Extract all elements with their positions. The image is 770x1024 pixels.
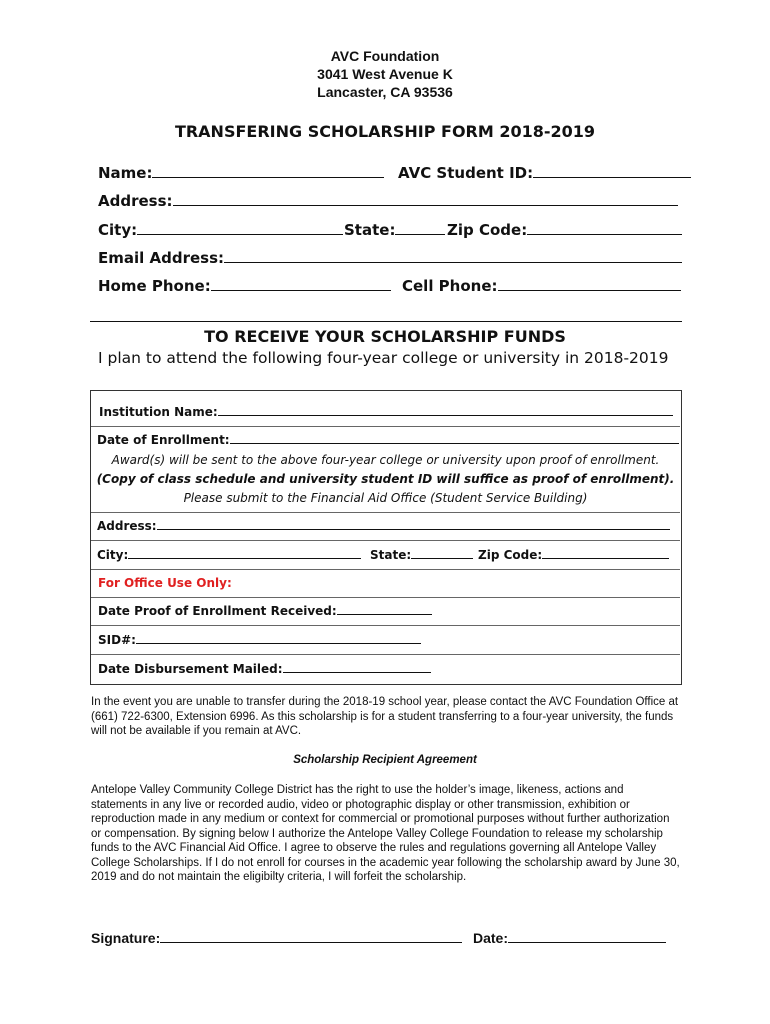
cell-phone-line [498, 277, 681, 291]
box-divider [91, 654, 680, 655]
institution-address-field[interactable] [97, 518, 670, 533]
state-label: State: [344, 221, 396, 239]
proof-note: (Copy of class schedule and university student ID will suffice as proof of enrollment). [96, 472, 675, 486]
email-label: Email Address: [98, 249, 225, 267]
institution-zip-line [542, 547, 669, 559]
address-line [173, 192, 678, 206]
agreement-text: Antelope Valley Community College District has the right to use the holder’s image, likeness, actions and statements in any live or recorded audio, video or photographic display or other transmission, exhibition or reproduction made in any medium or context for commercial or promotional purposes without further authorization or compensation. By signing below I authorize the Antelope Valley College Foundation to release my scholarship funds to the AVC Financial Aid Office. I agree to observe the rules and regulations governing all Antelope Valley College Scholarships. If I do not enroll for courses in the academic year following the scholarship award by June 30, 2019 and do not maintain the eligibilty criteria, I will forfeit the scholarship. [91, 784, 680, 883]
section-divider [90, 321, 682, 322]
state-line [395, 221, 445, 235]
enrollment-date-line [230, 432, 679, 444]
home-phone-field[interactable] [98, 277, 391, 295]
sid-line [136, 632, 421, 644]
city-field[interactable] [98, 221, 343, 239]
box-divider [91, 512, 680, 513]
submit-note: Please submit to the Financial Aid Office (Student Service Building) [183, 491, 588, 505]
zip-line [527, 221, 682, 235]
box-divider [91, 597, 680, 598]
signature-field[interactable] [91, 928, 462, 946]
disbursement-label: Date Disbursement Mailed: [98, 662, 283, 676]
name-label: Name: [98, 164, 153, 182]
institution-address-line [157, 518, 670, 530]
proof-received-field[interactable] [98, 603, 432, 618]
disbursement-field[interactable] [98, 661, 431, 676]
form-title: TRANSFERING SCHOLARSHIP FORM 2018-2019 [174, 122, 596, 141]
zip-field[interactable] [447, 221, 682, 239]
address-label: Address: [98, 192, 173, 210]
address-field[interactable] [98, 192, 678, 210]
proof-received-label: Date Proof of Enrollment Received: [98, 604, 337, 618]
institution-state-field[interactable] [370, 547, 473, 562]
sid-field[interactable] [98, 632, 421, 647]
email-field[interactable] [98, 249, 682, 267]
city-line [137, 221, 343, 235]
student-id-line [533, 164, 691, 178]
agreement-heading: Scholarship Recipient Agreement [293, 754, 477, 766]
enrollment-date-label: Date of Enrollment: [97, 433, 230, 447]
institution-zip-label: Zip Code: [478, 548, 543, 562]
name-field[interactable] [98, 164, 384, 182]
office-use-heading: For Office Use Only: [98, 576, 232, 590]
org-city-line: Lancaster, CA 93536 [317, 84, 453, 100]
org-street: 3041 West Avenue K [317, 66, 453, 82]
transfer-paragraph: In the event you are unable to transfer during the 2018-19 school year, please contact the AVC Foundation Office at (661) 722-6300, Extension 6996. As this scholarship is for a student transferring to a four-year university, the funds will not be available if you remain at AVC. [91, 696, 679, 737]
institution-city-line [128, 547, 361, 559]
proof-received-line [337, 603, 432, 615]
student-id-label: AVC Student ID: [398, 164, 534, 182]
box-divider [91, 569, 680, 570]
institution-name-field[interactable] [99, 404, 673, 419]
box-divider [91, 625, 680, 626]
org-name: AVC Foundation [330, 48, 440, 64]
signature-line [160, 928, 462, 943]
institution-city-label: City: [97, 548, 129, 562]
enrollment-date-field[interactable] [97, 432, 679, 447]
plan-text: I plan to attend the following four-year college or university in 2018-2019 [98, 349, 669, 367]
funds-heading: TO RECEIVE YOUR SCHOLARSHIP FUNDS [204, 327, 566, 346]
home-phone-label: Home Phone: [98, 277, 211, 295]
box-divider [91, 426, 680, 427]
institution-name-line [218, 404, 673, 416]
award-note: Award(s) will be sent to the above four-year college or university upon proof of enrollment. [111, 453, 660, 467]
institution-city-field[interactable] [97, 547, 361, 562]
state-field[interactable] [344, 221, 445, 239]
email-line [224, 249, 682, 263]
cell-phone-field[interactable] [402, 277, 681, 295]
box-divider [91, 540, 680, 541]
name-line [152, 164, 384, 178]
zip-label: Zip Code: [447, 221, 528, 239]
home-phone-line [211, 277, 391, 291]
signature-date-field[interactable] [473, 928, 666, 946]
cell-phone-label: Cell Phone: [402, 277, 498, 295]
signature-date-line [508, 928, 666, 943]
institution-zip-field[interactable] [478, 547, 669, 562]
student-id-field[interactable] [398, 164, 691, 182]
institution-state-label: State: [370, 548, 412, 562]
disbursement-line [283, 661, 431, 673]
city-label: City: [98, 221, 138, 239]
institution-address-label: Address: [97, 519, 157, 533]
signature-label: Signature: [91, 930, 161, 946]
signature-date-label: Date: [473, 930, 509, 946]
institution-name-label: Institution Name: [99, 405, 218, 419]
institution-state-line [411, 547, 473, 559]
sid-label: SID#: [98, 633, 136, 647]
